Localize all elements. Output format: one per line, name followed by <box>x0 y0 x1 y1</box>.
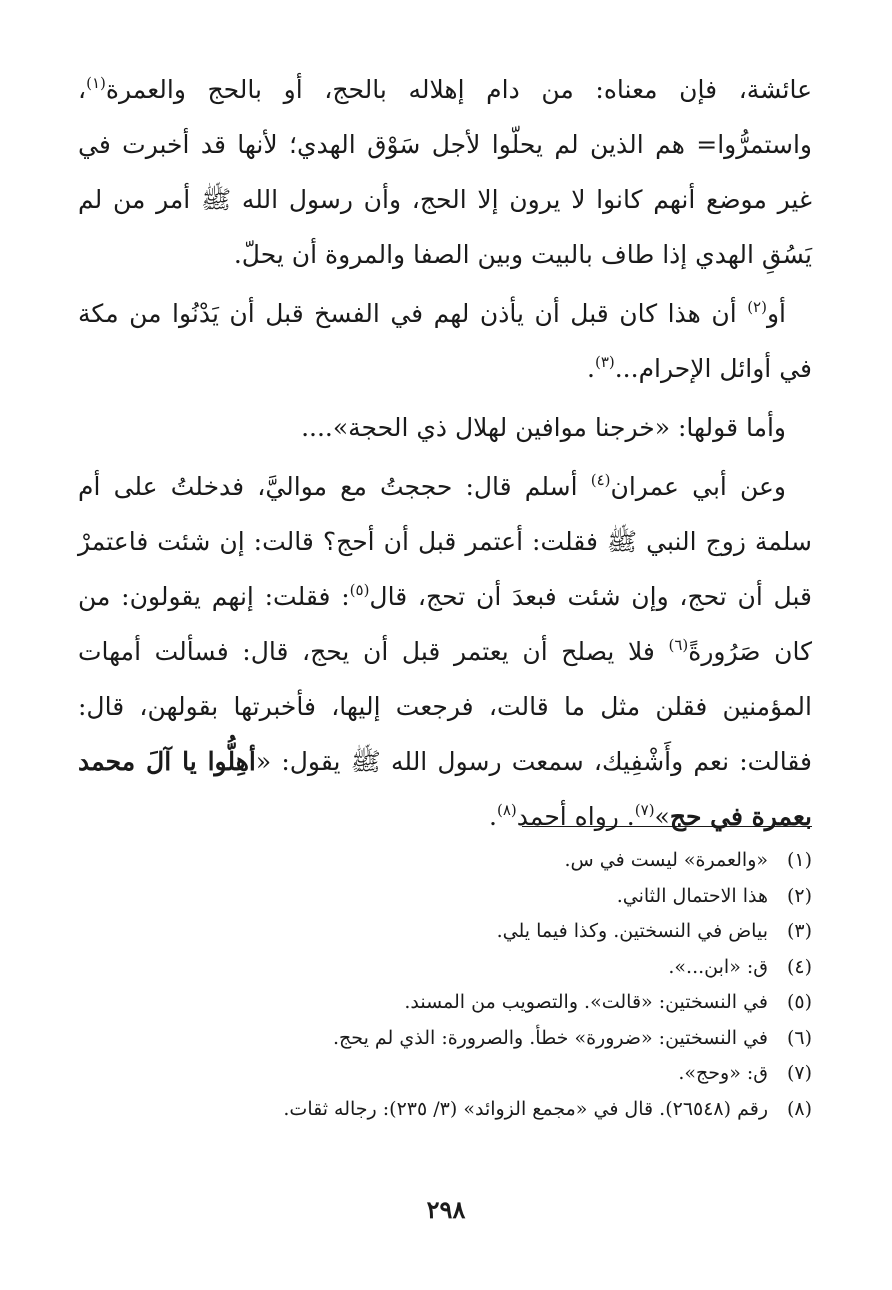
paragraph-1 <box>78 62 812 282</box>
paragraph-text: : فقلت: إنهم يقولون: من كان صَرُورةً <box>78 582 812 666</box>
footnotes-section <box>78 843 812 1127</box>
paragraph-text: . <box>587 354 595 383</box>
footnote-ref-1[interactable]: (١) <box>86 74 106 92</box>
footnote-6 <box>78 1021 812 1057</box>
footnote-7 <box>78 1056 812 1092</box>
footnote-ref-4[interactable]: (٤) <box>590 471 611 489</box>
paragraph-text: أو <box>766 299 786 328</box>
footnote-number: (٨) <box>786 1097 812 1120</box>
paragraph-text: . رواه أحمد <box>516 802 635 831</box>
footnote-text: في النسختين: «ضرورة» خطأ. والصرورة: الذي لم يحج. <box>333 1026 768 1049</box>
page-body <box>78 62 812 844</box>
footnote-5 <box>78 985 812 1021</box>
page-number: ٢٩٨ <box>426 1195 466 1224</box>
footnote-text: ق: «ابن...». <box>668 955 768 978</box>
footnote-number: (٦) <box>786 1026 812 1049</box>
paragraph-text: فلا يصلح أن يعتمر قبل أن يحج، قال: فسألت أمهات المؤمنين فقلن مثل ما قالت، فرجعت إليها، فأخبرتها بقولهن، قال: فقالت: نعم وأَشْفِيك، سمعت رسول الله ﷺ يقول: « <box>78 637 813 776</box>
paragraph-4 <box>78 459 812 844</box>
main-text <box>78 62 812 844</box>
paragraph-text: . <box>489 802 497 831</box>
footnote-number: (٣) <box>786 920 812 942</box>
paragraph-text: وعن أبي عمران <box>610 472 787 501</box>
footnote-text: رقم (٢٦٥٤٨). قال في «مجمع الزوائد» (٣/ ٢٣٥): رجاله ثقات. <box>283 1097 768 1120</box>
footnote-text: هذا الاحتمال الثاني. <box>616 884 768 907</box>
footnote-text: بياض في النسختين. وكذا فيما يلي. <box>496 920 768 942</box>
footnote-text: «والعمرة» ليست في س. <box>564 849 768 871</box>
footnote-number: (٥) <box>786 991 812 1013</box>
footnote-8 <box>78 1092 812 1128</box>
footnote-text: في النسختين: «قالت». والتصويب من المسند. <box>404 991 768 1013</box>
footnote-number: (٤) <box>786 955 812 978</box>
footnote-ref-5[interactable]: (٥) <box>349 581 370 599</box>
hadith-quote: أهِلُّوا يا آلَ محمد بعمرة في حج <box>78 747 812 831</box>
footnote-ref-3[interactable]: (٣) <box>594 353 615 371</box>
footnote-ref-7[interactable]: (٧) <box>634 801 655 819</box>
paragraph-text: عائشة، فإن معناه: من دام إهلاله بالحج، أو بالحج والعمرة <box>105 75 812 104</box>
footnote-ref-6[interactable]: (٦) <box>668 636 689 654</box>
footnote-text: ق: «وحج». <box>678 1062 768 1084</box>
footnote-3 <box>78 914 812 950</box>
paragraph-3 <box>78 400 812 455</box>
paragraph-text: أسلم قال: حججتُ مع مواليَّ، فدخلتُ على أم سلمة زوج النبي ﷺ فقلت: أعتمر قبل أن أحج؟ قالت: إن شئت فاعتمرْ قبل أن تحج، وإن شئت فبعدَ أن تحج، قال <box>78 472 812 611</box>
paragraph-text: وأما قولها: «خرجنا موافين لهلال ذي الحجة».... <box>301 413 786 442</box>
footnote-number: (٢) <box>786 884 812 907</box>
footnote-number: (١) <box>786 849 812 871</box>
paragraph-text: » <box>654 802 670 831</box>
footnote-2 <box>78 879 812 915</box>
footnote-ref-8[interactable]: (٨) <box>496 801 517 819</box>
footnote-separator <box>522 826 812 827</box>
footnote-number: (٧) <box>786 1062 812 1084</box>
footnote-ref-2[interactable]: (٢) <box>747 298 767 316</box>
paragraph-2 <box>78 286 812 396</box>
paragraph-text: ، واستمرُّوا= هم الذين لم يحلّوا لأجل سَوْق الهدي؛ لأنها قد أخبرت في غير موضع أنهم كانوا لا يرون إلا الحج، وأن رسول الله ﷺ أمر من لم يَسُقِ الهدي إذا طاف بالبيت وبين الصفا والمروة أن يحلّ. <box>78 75 812 269</box>
footnote-1 <box>78 843 812 879</box>
paragraph-text: أن هذا كان قبل أن يأذن لهم في الفسخ قبل أن يَدْنُوا من مكة في أوائل الإحرام... <box>78 299 812 383</box>
footnote-4 <box>78 950 812 986</box>
